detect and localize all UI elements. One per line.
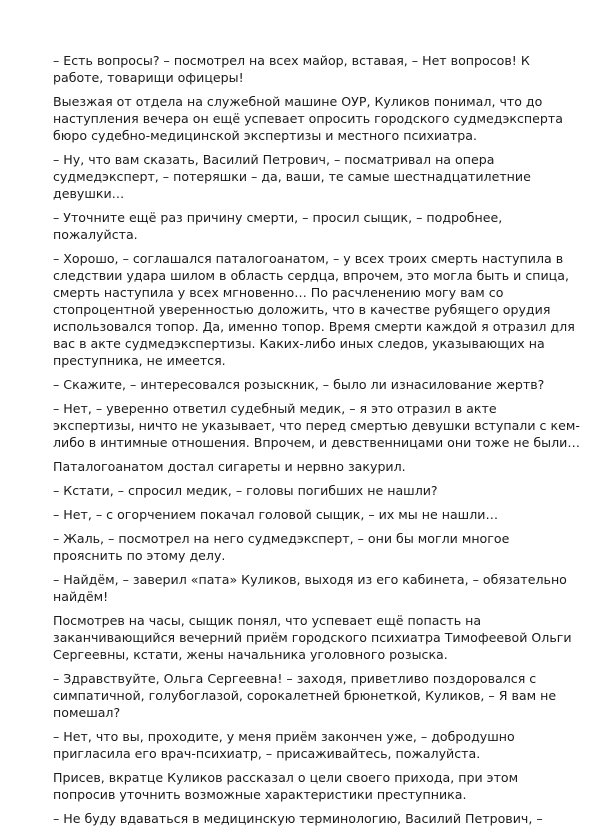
text-line: девушки…: [53, 186, 125, 201]
paragraph: [53, 400, 580, 451]
text-line: Выезжая от отдела на служебной машине ОУР, Куликов понимал, что до: [53, 94, 543, 109]
text-line: Посмотрев на часы, сыщик понял, что успевает ещё попасть на: [53, 613, 482, 628]
paragraph: [53, 250, 575, 369]
text-line: – Уточните ещё раз причину смерти, – просил сыщик, – подробнее,: [53, 210, 503, 225]
text-line: – Скажите, – интересовался розыскник, – было ли изнасилование жертв?: [53, 377, 545, 392]
text-line: попросив уточнить возможные характеристики преступника.: [53, 787, 467, 802]
paragraph: [53, 93, 563, 144]
text-line: либо в интимные отношения. Впрочем, и девственницами они тоже не были…: [53, 435, 580, 450]
text-line: – Ну, что вам сказать, Василий Петрович, – посматривал на опера: [53, 152, 495, 167]
paragraph: [53, 571, 567, 605]
text-line: – Кстати, – спросил медик, – головы погибших не нашли?: [53, 483, 438, 498]
paragraph: [53, 612, 572, 663]
text-line: – Жаль, – посмотрел на него судмедэксперт, – они бы могли многое: [53, 531, 510, 546]
text-line: смерть наступила у всех мгновенно… По расчленению могу вам со: [53, 285, 504, 300]
text-line: симпатичной, голубоглазой, сорокалетней брюнеткой, Куликов, – Я вам не: [53, 688, 557, 703]
text-line: помешал?: [53, 705, 121, 720]
text-line: бюро судебно-медицинской экспертизы и местного психиатра.: [53, 128, 477, 143]
paragraph: [53, 209, 553, 243]
paragraph: [53, 769, 553, 803]
text-line: – Нет, – с огорчением покачал головой сыщик, – их мы не нашли…: [53, 507, 499, 522]
text-line: следствии удара шилом в область сердца, впрочем, это могла быть и спица,: [53, 268, 569, 283]
paragraph: [53, 530, 553, 564]
text-line: вас в акте судмедэкспертизы. Каких-либо иных следов, указывающих на: [53, 336, 545, 351]
paragraph: [53, 728, 553, 762]
text-line: – Не буду вдаваться в медицинскую терминологию, Василий Петрович, –: [53, 811, 543, 826]
text-line: – Нет, что вы, проходите, у меня приём закончен уже, – добродушно: [53, 729, 515, 744]
paragraph: [53, 151, 553, 202]
text-line: найдём!: [53, 589, 109, 604]
text-line: Сергеевны, кстати, жены начальника уголовного розыска.: [53, 647, 448, 662]
paragraph: [53, 482, 553, 499]
text-line: заканчивающийся вечерний приём городского психиатра Тимофеевой Ольги: [53, 630, 572, 645]
paragraph: [53, 52, 553, 86]
text-line: Присев, вкратце Куликов рассказал о цели своего прихода, при этом: [53, 770, 519, 785]
text-line: – Нет, – уверенно ответил судебный медик, – я это отразил в акте: [53, 401, 497, 416]
text-line: прояснить по этому делу.: [53, 548, 226, 563]
text-line: использовался топор. Да, именно топор. Время смерти каждой я отразил для: [53, 319, 575, 334]
text-line: стопроцентной уверенностью доложить, что в качестве рубящего орудия: [53, 302, 551, 317]
text-line: – Найдём, – заверил «пата» Куликов, выходя из его кабинета, – обязательно: [53, 572, 567, 587]
text-line: – Здравствуйте, Ольга Сергеевна! – заходя, приветливо поздоровался с: [53, 671, 537, 686]
text-line: наступления вечера он ещё успевает опросить городского судмедэксперта: [53, 111, 563, 126]
paragraph: [53, 506, 553, 523]
text-line: работе, товарищи офицеры!: [53, 70, 244, 85]
text-line: судмедэксперт, – потеряшки – да, ваши, те самые шестнадцатилетние: [53, 169, 531, 184]
text-line: – Есть вопросы? – посмотрел на всех майор, вставая, – Нет вопросов! К: [53, 53, 530, 68]
text-line: пригласила его врач-психиатр, – присаживайтесь, пожалуйста.: [53, 746, 481, 761]
paragraph: [53, 458, 553, 475]
text-line: Паталогоанатом достал сигареты и нервно закурил.: [53, 459, 406, 474]
paragraph: [53, 376, 553, 393]
text-line: экспертизы, ничто не указывает, что перед смертью девушки вступали с кем-: [53, 418, 580, 433]
text-line: – Хорошо, – соглашался паталогоанатом, – у всех троих смерть наступила в: [53, 251, 564, 266]
paragraph: [53, 810, 553, 827]
text-line: пожалуйста.: [53, 227, 138, 242]
paragraph: [53, 670, 557, 721]
text-line: преступника, не имеется.: [53, 353, 226, 368]
document-page: [53, 52, 580, 834]
